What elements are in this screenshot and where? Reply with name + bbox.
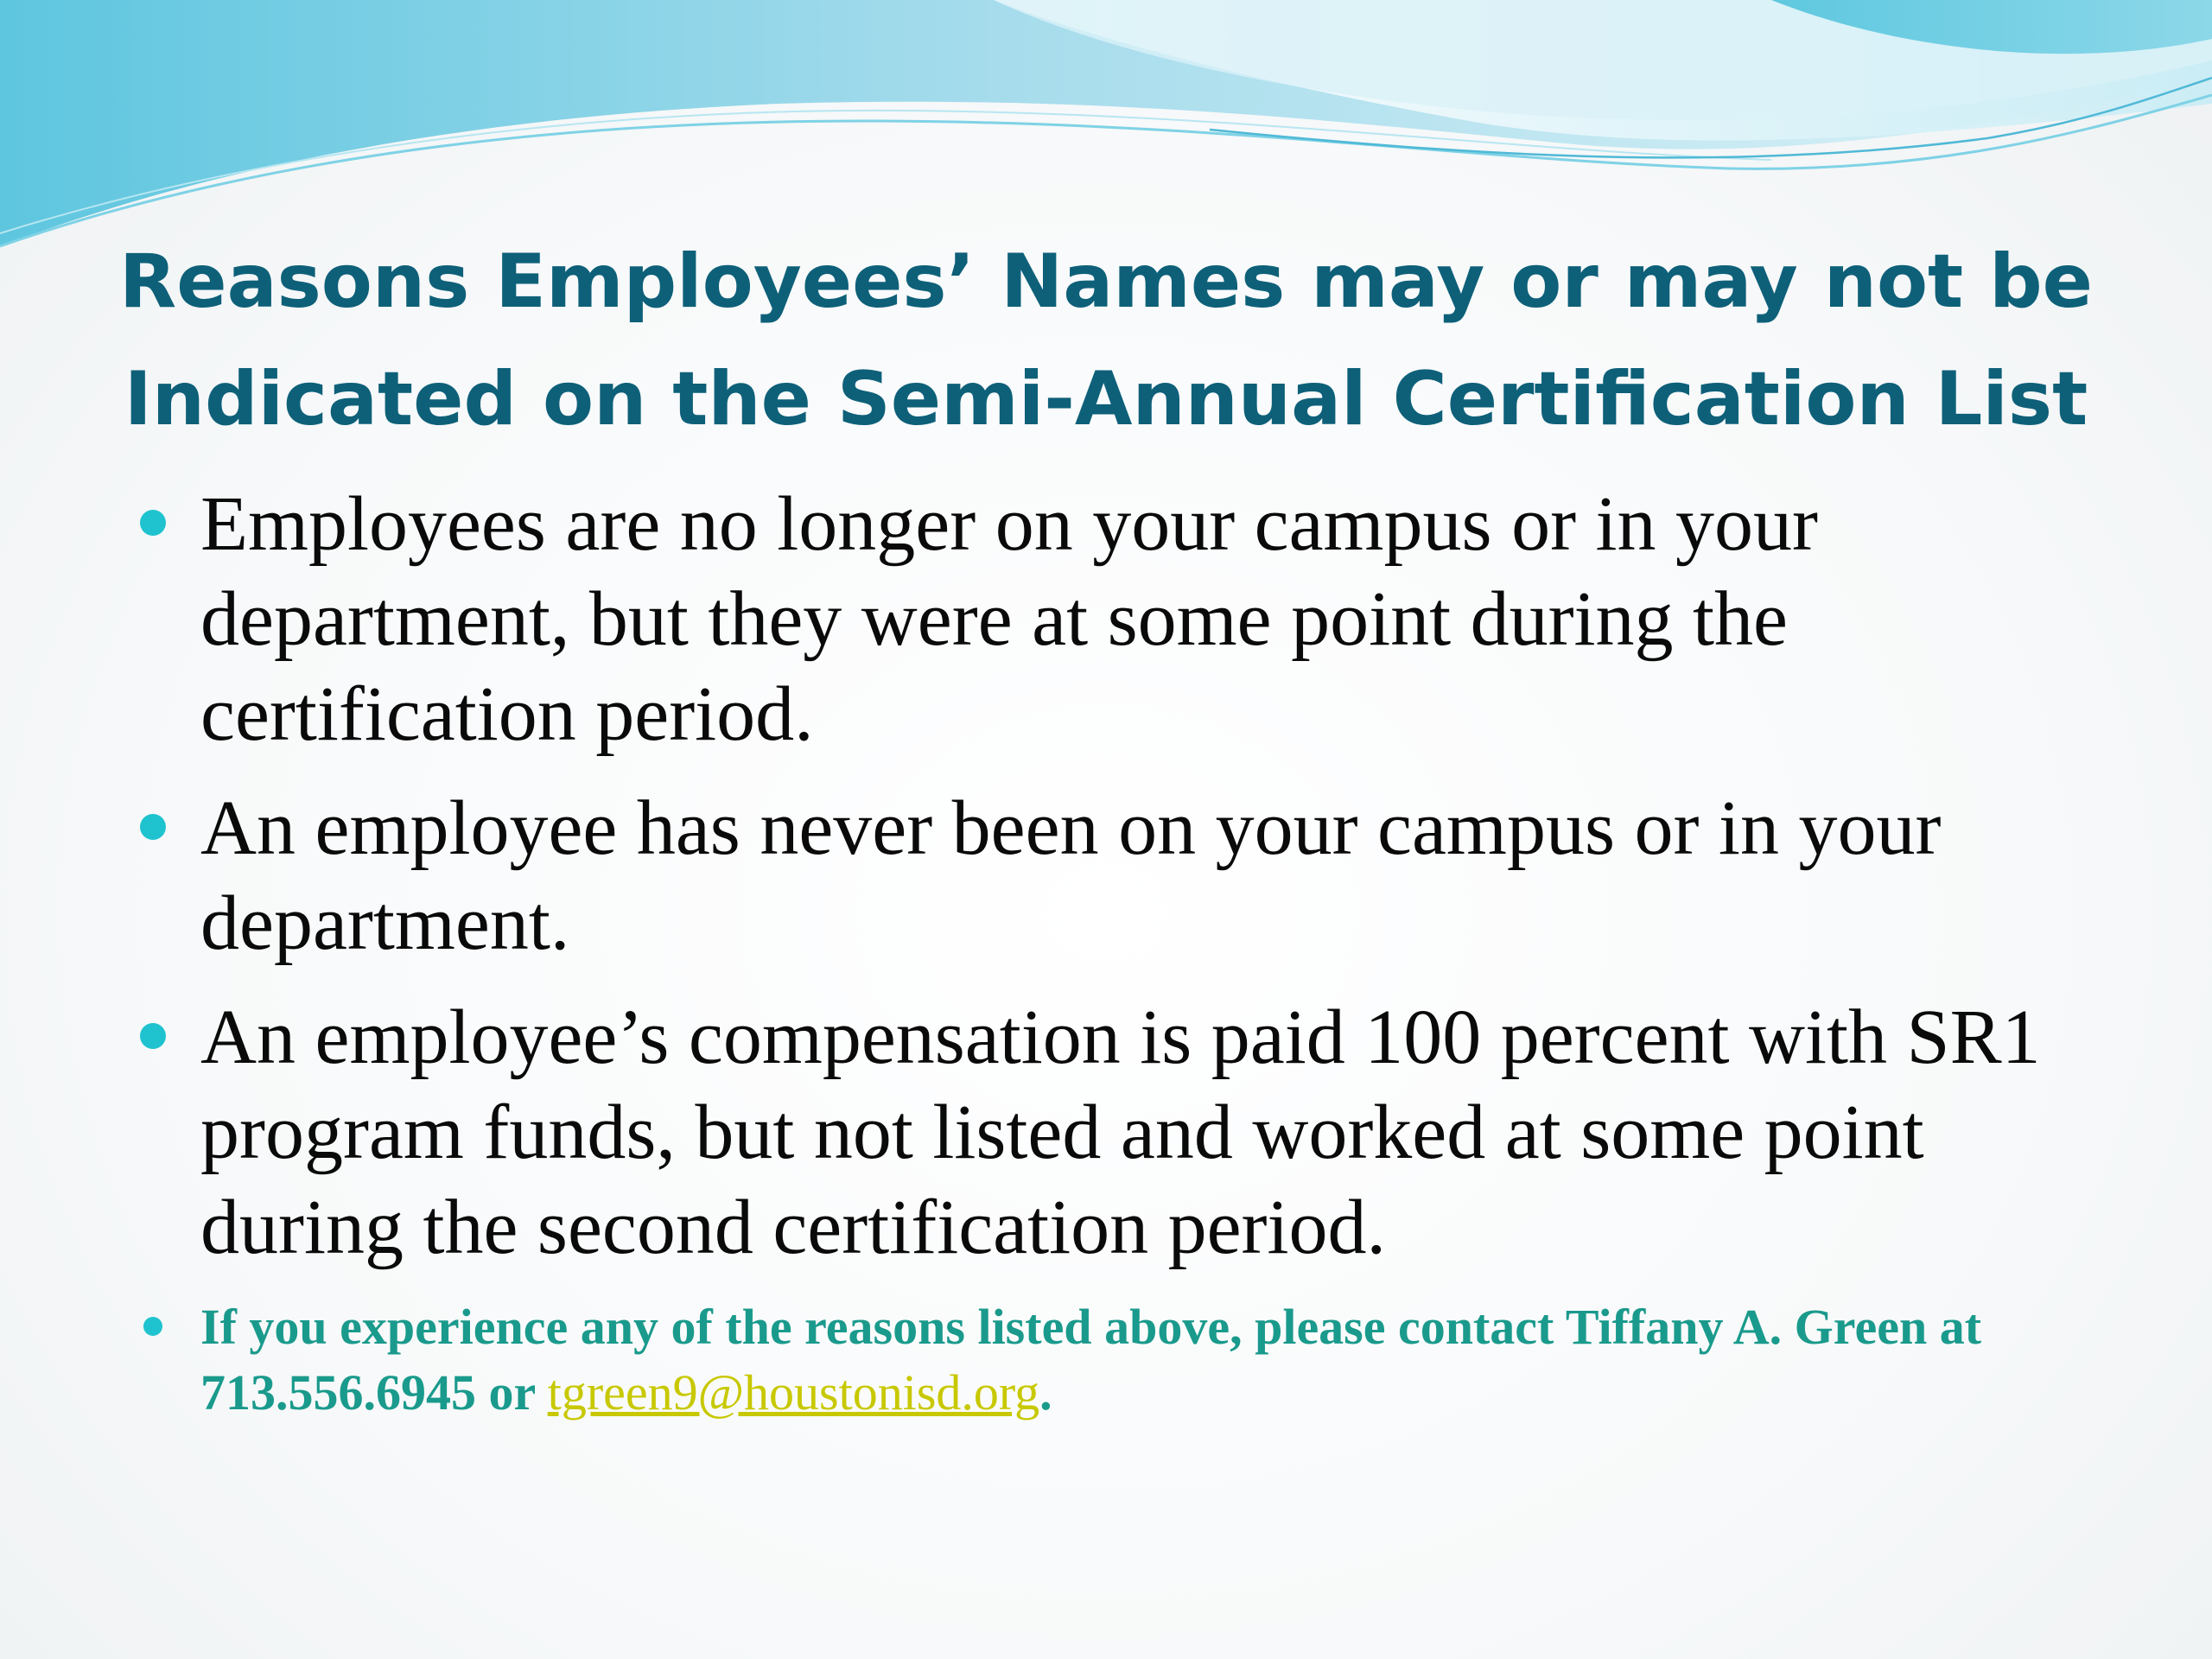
email-link[interactable]: tgreen9@houstonisd.org <box>547 1364 1040 1421</box>
contact-note-end: . <box>1039 1364 1052 1421</box>
bullet-text: Employees are no longer on your campus or in your department, but they were at some point during the certification period. <box>200 481 1819 757</box>
title-line-1: Reasons Employees’ Names may or may not be <box>119 238 2093 325</box>
bullet-list <box>138 477 2091 1445</box>
bullet-text: An employee has never been on your campus or in your department. <box>200 785 1942 966</box>
bullet-dot-icon <box>140 510 166 536</box>
bullet-dot-icon <box>140 1023 166 1049</box>
contact-note <box>138 1294 2091 1426</box>
bullet-dot-icon <box>140 814 166 840</box>
bullet-dot-icon <box>143 1317 162 1336</box>
bullet-item <box>138 990 2091 1275</box>
bullet-item <box>138 781 2091 971</box>
bullet-text: An employee’s compensation is paid 100 percent with SR1 program funds, but not listed and worked at some point during the second certification period. <box>200 995 2041 1270</box>
contact-note-text: If you experience any of the reasons listed above, please contact Tiffany A. Green at 713.556.6945 or <box>200 1299 1982 1421</box>
bullet-item <box>138 477 2091 762</box>
slide-title <box>78 223 2134 458</box>
title-line-2: Indicated on the Semi-Annual Certification List <box>124 356 2088 442</box>
